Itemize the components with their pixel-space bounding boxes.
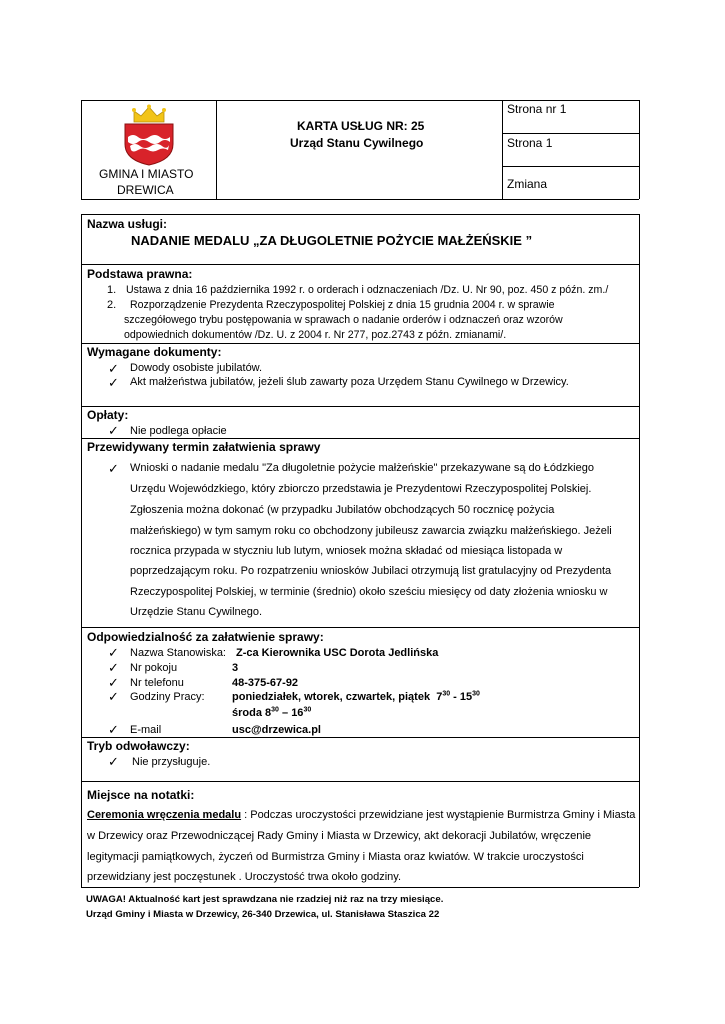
appeal-item: Nie przysługuje. (132, 756, 211, 768)
footer-warning: UWAGA! Aktualność kart jest sprawdzana nie rzadziej niż raz na trzy miesiące. (86, 894, 444, 905)
checkmark-icon: ✓ (108, 461, 119, 476)
footer-address: Urząd Gminy i Miasta w Drzewicy, 26-340 Drzewica, ul. Stanisława Staszica 22 (86, 909, 440, 920)
deadline-line: Urzędzie Stanu Cywilnego. (130, 606, 263, 618)
legal-basis-item: odpowiednich dokumentów /Dz. U. z 2004 r. Nr 277, poz.2743 z późn. zmianami/. (124, 329, 507, 341)
appeal-label: Tryb odwoławczy: (87, 739, 190, 753)
checkmark-icon: ✓ (108, 645, 119, 660)
required-document-item: Akt małżeństwa jubilatów, jeżeli ślub zawarty poza Urzędem Stanu Cywilnego w Drzewicy. (130, 376, 569, 388)
email-value[interactable]: usc@drzewica.pl (232, 724, 321, 736)
municipality-line-1: GMINA I MIASTO (99, 167, 194, 181)
room-label: Nr pokoju (130, 662, 178, 674)
legal-basis-number: 2. (107, 299, 117, 311)
deadline-line: Zgłoszenia można dokonać (w przypadku Jubilatów obchodzących 50 rocznicę pożycia (130, 504, 555, 516)
coat-of-arms-icon (122, 104, 176, 166)
legal-basis-label: Podstawa prawna: (87, 267, 193, 281)
notes-line: przewidziany jest poczęstunek . Uroczystość trwa około godziny. (87, 871, 402, 883)
email-label: E-mail (130, 724, 162, 736)
change-label: Zmiana (507, 177, 548, 191)
deadline-line: małżeńskiego) w tym samym roku co obchodzony jubileusz zawarcia związku małżeńskiego. Jeżeli (130, 525, 612, 537)
hours-label: Godziny Pracy: (130, 691, 205, 703)
checkmark-icon: ✓ (108, 423, 119, 438)
checkmark-icon: ✓ (108, 689, 119, 704)
hours-line-1: poniedziałek, wtorek, czwartek, piątek $7^{30} - 15^{30}$ (232, 690, 480, 703)
notes-line: w Drzewicy oraz Przewodniczącej Rady Gminy i Miasta w Drzewicy, akt dekoracji Jubilatów, wręczenie (87, 830, 592, 842)
fee-item: Nie podlega opłacie (130, 425, 227, 437)
hours-line-2: środa $8^{30} - 16^{30}$ (232, 706, 312, 719)
service-title: NADANIE MEDALU „ZA DŁUGOLETNIE POŻYCIE MAŁŻEŃSKIE ” (131, 233, 533, 248)
municipality-line-2: DREWICA (117, 183, 174, 197)
responsibility-label: Odpowiedzialność za załatwienie sprawy: (87, 630, 324, 644)
service-label: Nazwa usługi: (87, 217, 168, 231)
card-title: KARTA USŁUG NR: 25 (297, 119, 425, 133)
position-value: Z-ca Kierownika USC Dorota Jedlińska (236, 647, 439, 659)
required-documents-label: Wymagane dokumenty: (87, 345, 222, 359)
legal-basis-item: Ustawa z dnia 16 października 1992 r. o orderach i odznaczeniach /Dz. U. Nr 90, poz. 450 z późn. zm./ (126, 284, 609, 296)
phone-label: Nr telefonu (130, 677, 184, 689)
legal-basis-item: szczegółowego trybu postępowania w sprawach o nadanie orderów i odznaczeń oraz wzorów (124, 314, 563, 326)
legal-basis-number: 1. (107, 284, 117, 296)
checkmark-icon: ✓ (108, 754, 119, 769)
deadline-line: Urzędu Wojewódzkiego, który zbiorczo przedstawia je Prezydentowi Rzeczypospolitej Polskiej. (130, 483, 592, 495)
checkmark-icon: ✓ (108, 675, 119, 690)
deadline-line: Rzeczypospolitej Polskiej, w terminie (średnio) około sześciu miesięcy od daty złożenia wniosku w (130, 586, 608, 598)
legal-basis-item: Rozporządzenie Prezydenta Rzeczypospolitej Polskiej z dnia 15 grudnia 2004 r. w sprawie (130, 299, 555, 311)
office-name: Urząd Stanu Cywilnego (290, 136, 424, 150)
page-label-1: Strona nr 1 (507, 102, 567, 116)
checkmark-icon: ✓ (108, 375, 119, 390)
deadline-line: poprzedzającym roku. Po rozpatrzeniu wniosków Jubilaci otrzymują list gratulacyjny od Prezydenta (130, 565, 612, 577)
notes-line: Ceremonia wręczenia medalu : Podczas uroczystości przewidziane jest wystąpienie Burmistrza Gminy i Miasta (87, 809, 636, 821)
checkmark-icon: ✓ (108, 361, 119, 376)
required-document-item: Dowody osobiste jubilatów. (130, 362, 263, 374)
ceremony-title: Ceremonia wręczenia medalu (87, 809, 242, 821)
notes-line: legitymacji pamiątkowych, życzeń od Burmistrza Gminy i Miasta oraz kwiatów. W trakcie uroczystości (87, 851, 584, 863)
deadline-line: Wnioski o nadanie medalu "Za długoletnie pożycie małżeńskie" przekazywane są do Łódzkiego (130, 462, 594, 474)
deadline-line: rocznica przypada w styczniu lub lutym, wniosek można składać od miesiąca listopada w (130, 545, 563, 557)
checkmark-icon: ✓ (108, 722, 119, 737)
deadline-label: Przewidywany termin załatwienia sprawy (87, 440, 321, 454)
notes-label: Miejsce na notatki: (87, 788, 195, 802)
fees-label: Opłaty: (87, 408, 129, 422)
checkmark-icon: ✓ (108, 660, 119, 675)
room-value: 3 (232, 662, 239, 674)
page-label-2: Strona 1 (507, 136, 553, 150)
phone-value: 48-375-67-92 (232, 677, 299, 689)
position-label: Nazwa Stanowiska: (130, 647, 226, 659)
